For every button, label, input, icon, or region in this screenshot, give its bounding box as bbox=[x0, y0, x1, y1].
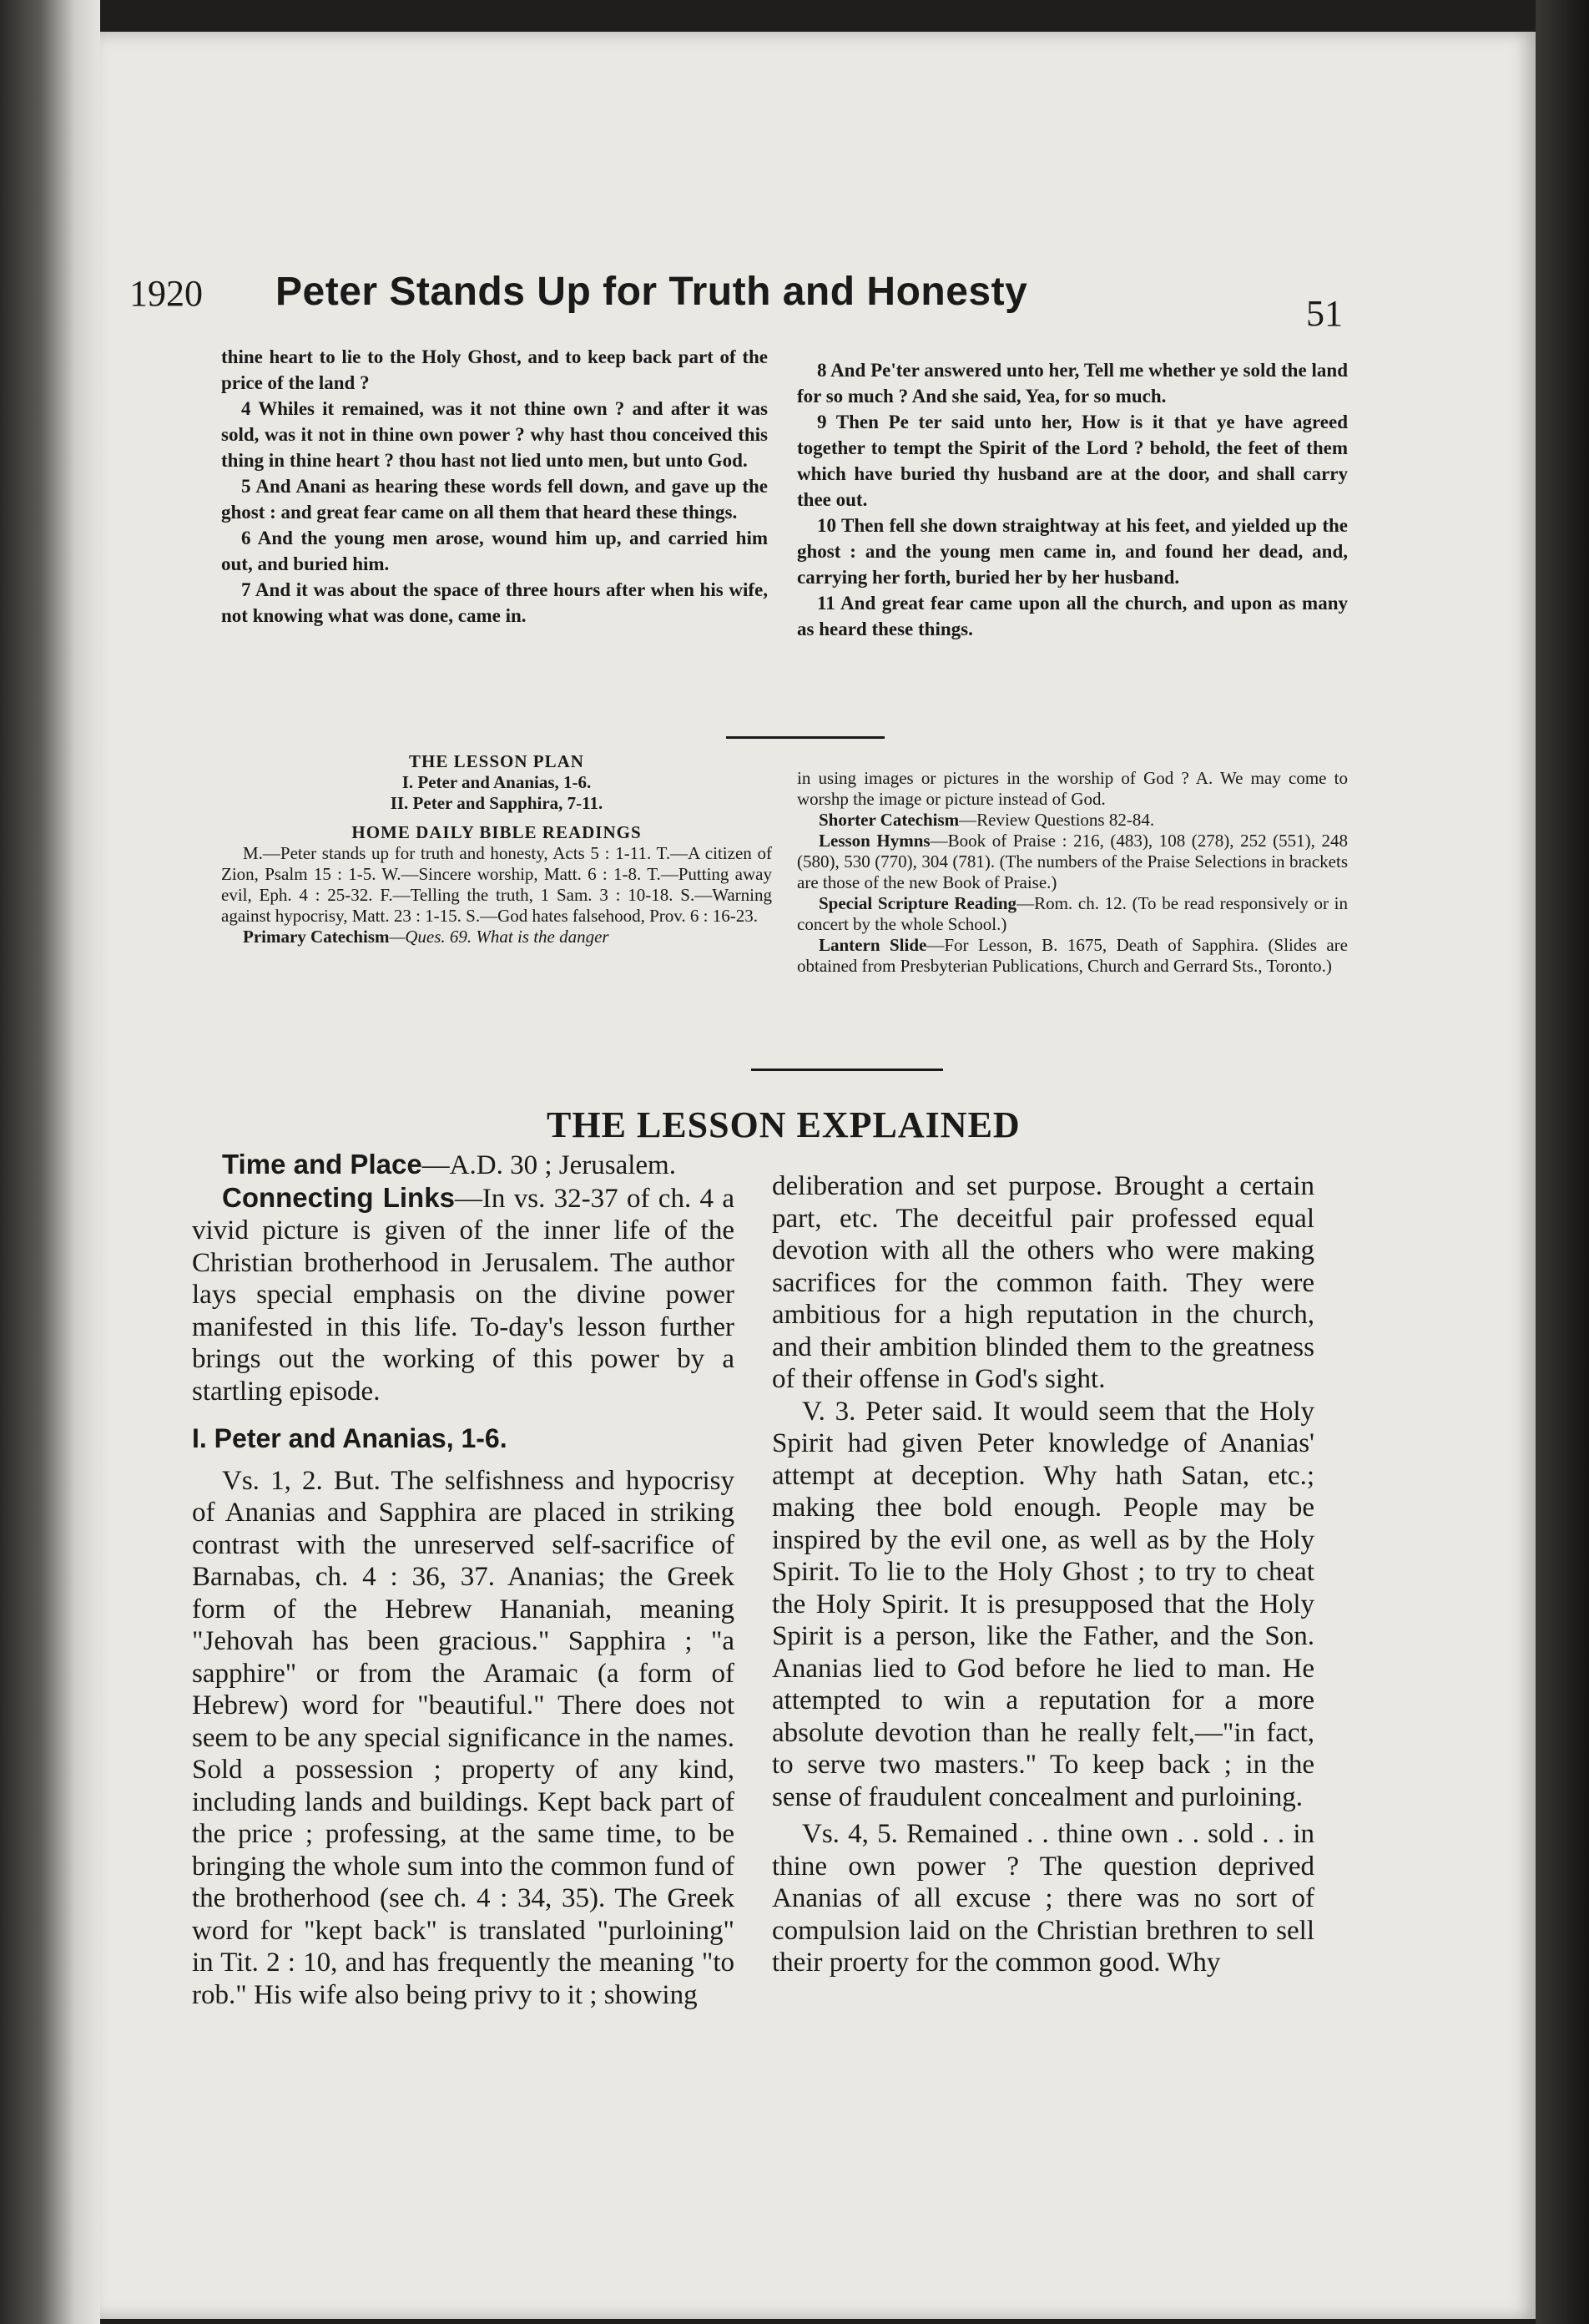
lesson-side bbox=[797, 768, 1348, 977]
scripture-verse: 5 And Anani as hearing these words fell down, and gave up the ghost : and great fear came on all them that heard these things. bbox=[221, 476, 768, 523]
scripture-verse: 6 And the young men arose, wound him up, and carried him out, and buried him. bbox=[221, 528, 768, 574]
lantern-slide-text: —For Lesson, B. 1675, Death of Sapphira. (Slides are obtained from Presbyterian Publications, Church and Gerrard Sts., Toronto.) bbox=[797, 935, 1348, 976]
verse-ref: Vs. 4, 5. bbox=[802, 1819, 898, 1849]
divider-rule bbox=[726, 736, 885, 739]
book-edge bbox=[1536, 0, 1589, 2324]
scripture-left bbox=[221, 344, 768, 629]
time-place-label: Time and Place bbox=[222, 1149, 422, 1180]
scripture-verse: 8 And Pe'ter answered unto her, Tell me whether ye sold the land for so much ? And she said, Yea, for so much. bbox=[797, 360, 1348, 407]
connecting-links-label: Connecting Links bbox=[222, 1181, 455, 1213]
time-place-text: —A.D. 30 ; Jerusalem. bbox=[421, 1150, 676, 1180]
primary-catechism-label: Primary Catechism bbox=[243, 927, 390, 947]
section-heading: THE LESSON EXPLAINED bbox=[547, 1104, 1021, 1145]
lesson-plan-item: I. Peter and Ananias, 1-6. bbox=[401, 772, 592, 792]
scripture-verse: 7 And it was about the space of three hours after when his wife, not knowing what was done, came in. bbox=[221, 579, 768, 626]
special-reading-text: —Rom. ch. 12. (To be read responsively or in concert by the whole School.) bbox=[797, 893, 1348, 934]
lesson-plan-heading: THE LESSON PLAN bbox=[409, 751, 584, 771]
commentary-text: Peter said. It would seem that the Holy Spirit had given Peter knowledge of Ananias' attempt at deception. Why hath Satan, etc.; making thee bold enough. People may be inspired by the evil one, as well as by the Holy Spirit. To lie to the Holy Ghost ; to try to cheat the Holy Spirit. It is presupposed that the Holy Spirit is a person, like the Father, and the Son. Ananias lied to God before he lied to man. He attempted to win a reputation for a more absolute devotion than he really felt,—"in fact, to serve two masters." To keep back ; in the sense of fraudulent concealment and purloining. bbox=[772, 1396, 1315, 1812]
lesson-plan bbox=[221, 751, 772, 947]
lantern-slide-label: Lantern Slide bbox=[819, 935, 927, 955]
page-number: 51 bbox=[1306, 293, 1343, 334]
verse-ref: V. 3. bbox=[802, 1396, 856, 1427]
scripture-verse: thine heart to lie to the Holy Ghost, and to keep back part of the price of the land ? bbox=[221, 346, 768, 393]
shorter-catechism-label: Shorter Catechism bbox=[819, 810, 960, 830]
scripture-verse: 11 And great fear came upon all the church, and upon as many as heard these things. bbox=[797, 593, 1348, 639]
scripture-verse: 4 Whiles it remained, was it not thine own ? and after it was sold, was it not in thine own power ? why hast thou conceived this thing in thine heart ? thou hast not lied unto men, but unto God. bbox=[221, 398, 768, 471]
page-title: Peter Stands Up for Truth and Honesty bbox=[275, 270, 1028, 314]
verse-ref: Vs. 1, 2. bbox=[222, 1465, 323, 1496]
divider-rule bbox=[751, 1069, 943, 1071]
body-column-left bbox=[192, 1149, 734, 2011]
shorter-catechism-text: —Review Questions 82-84. bbox=[959, 810, 1155, 830]
primary-catechism-text: —Ques. 69. What is the danger bbox=[389, 927, 609, 947]
commentary-text: But. The selfishness and hypocrisy of Ananias and Sapphira are placed in striking contrast with the unreserved self-sacrifice of Barnabas, ch. 4 : 36, 37. Ananias; the Greek form of the Hebrew Hananiah, meaning "Jehovah has been gracious." Sapphira ; "a sapphire" or from the Aramaic (a form of Hebrew) word for "beautiful." There does not seem to be any special significance in the names. Sold a possession ; property of any kind, including lands and buildings. Kept back part of the price ; professing, at the same time, to be bringing the whole sum into the common fund of the brotherhood (see ch. 4 : 34, 35). The Greek word for "kept back" is translated "purloining" in Tit. 2 : 10, and has frequently the meaning "to rob." His wife also being privy to it ; showing bbox=[192, 1465, 734, 2010]
readings-heading: HOME DAILY BIBLE READINGS bbox=[351, 822, 642, 842]
commentary-text: Remained . . thine own . . sold . . in thine own power ? The question deprived Ananias of all excuse ; there was no sort of compulsion laid on the Christian brethren to sell their proerty for the common good. Why bbox=[772, 1819, 1314, 1978]
subsection-heading: I. Peter and Ananias, 1-6. bbox=[192, 1423, 507, 1453]
connecting-links-text: —In vs. 32-37 of ch. 4 a vivid picture is given of the inner life of the Christian brotherhood in Jerusalem. The author lays special emphasis on the divine power manifested in this life. To-day's lesson further brings out the working of this power by a startling episode. bbox=[192, 1183, 734, 1407]
header-year: 1920 bbox=[129, 273, 203, 314]
lesson-hymns-label: Lesson Hymns bbox=[819, 831, 931, 851]
book-gutter bbox=[0, 0, 100, 2324]
special-reading-label: Special Scripture Reading bbox=[819, 893, 1017, 913]
scripture-right bbox=[797, 357, 1348, 642]
lesson-plan-item: II. Peter and Sapphira, 7-11. bbox=[390, 793, 603, 813]
scripture-verse: 10 Then fell she down straightway at his feet, and yielded up the ghost : and the young men came in, and found her dead, and, carrying her forth, buried her by her husband. bbox=[797, 515, 1348, 588]
scripture-verse: 9 Then Pe ter said unto her, How is it that ye have agreed together to tempt the Spirit of the Lord ? behold, the feet of them which have buried thy husband are at the door, and shall carry thee out. bbox=[797, 412, 1348, 510]
catechism-continuation: in using images or pictures in the worship of God ? A. We may come to worshp the image or picture instead of God. bbox=[797, 768, 1348, 809]
commentary-text: deliberation and set purpose. Brought a certain part, etc. The deceitful pair professed equal devotion with all the others who were making sacrifices for the common faith. They were ambitious for a high reputation in the church, and their ambition blinded them to the greatness of their offense in God's sight. bbox=[772, 1171, 1314, 1394]
body-column-right bbox=[772, 1170, 1314, 1979]
readings-text: M.—Peter stands up for truth and honesty, Acts 5 : 1-11. T.—A citizen of Zion, Psalm 15 : 1-5. W.—Sincere worship, Matt. 6 : 1-8. T.—Putting away evil, Eph. 4 : 25-32. F.—Telling the truth, 1 Sam. 3 : 10-18. S.—Warning against hypocrisy, Matt. 23 : 1-15. S.—God hates falsehood, Prov. 6 : 16-23. bbox=[221, 843, 772, 926]
lesson-hymns-text: —Book of Praise : 216, (483), 108 (278), 252 (551), 248 (580), 530 (770), 304 (781). (The numbers of the Praise Selections in brackets are those of the new Book of Praise.) bbox=[797, 831, 1348, 892]
